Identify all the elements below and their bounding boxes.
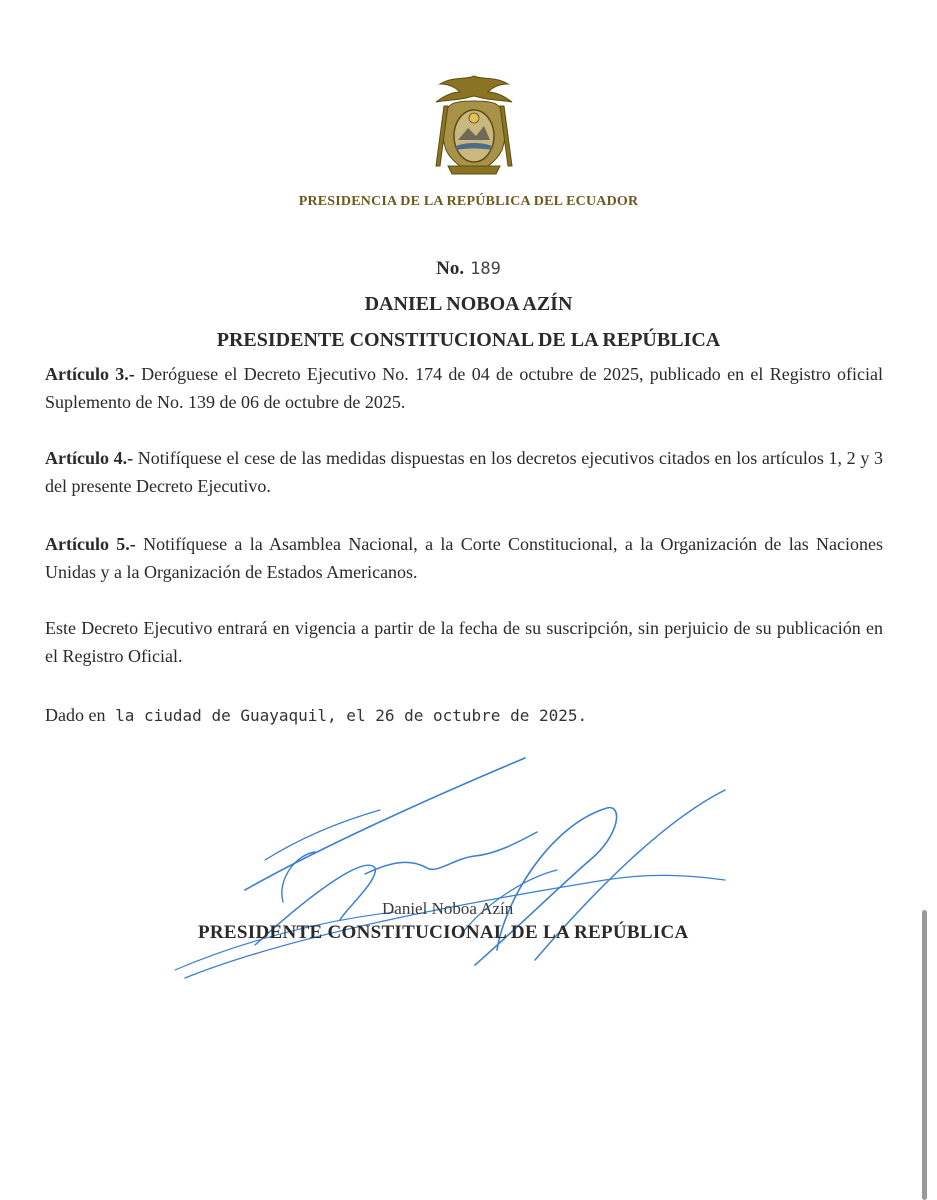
coat-of-arms-icon (426, 70, 522, 182)
article-4 (45, 444, 883, 500)
article-text: Notifíquese el cese de las medidas dispuestas en los decretos ejecutivos citados en los artículos 1, 2 y 3 del presente Decreto Ejecutivo. (45, 448, 883, 496)
article-3 (45, 360, 883, 416)
article-text: Deróguese el Decreto Ejecutivo No. 174 de 04 de octubre de 2025, publicado en el Registro oficial Suplemento de No. 139 de 06 de octubre de 2025. (45, 364, 883, 412)
given-typed-text: la ciudad de Guayaquil, el 26 de octubre de 2025. (105, 706, 588, 725)
decree-number-label: No. (436, 258, 465, 279)
scrollbar[interactable] (922, 910, 927, 1200)
agency-heading: PRESIDENCIA DE LA REPÚBLICA DEL ECUADOR (298, 194, 639, 209)
decree-number-value: 189 (470, 259, 501, 279)
signatory-name: Daniel Noboa Azín (382, 899, 514, 918)
decree-number (0, 258, 937, 280)
article-text: Notifíquese a la Asamblea Nacional, a la Corte Constitucional, a la Organización de las Naciones Unidas y a la Organización de Estados Americanos. (45, 534, 883, 582)
given-prefix: Dado en (45, 705, 106, 725)
article-label: Artículo 3.- (45, 364, 135, 384)
article-5 (45, 530, 883, 586)
president-title-heading: PRESIDENTE CONSTITUCIONAL DE LA REPÚBLICA (216, 329, 721, 351)
president-name-heading: DANIEL NOBOA AZÍN (364, 293, 573, 315)
article-label: Artículo 4.- (45, 448, 134, 468)
effective-date-paragraph: Este Decreto Ejecutivo entrará en vigencia a partir de la fecha de su suscripción, sin perjuicio de su publicación en el Registro Oficial. (45, 618, 883, 666)
article-label: Artículo 5.- (45, 534, 136, 554)
signatory-title: PRESIDENTE CONSTITUCIONAL DE LA REPÚBLICA (198, 922, 689, 943)
given-at-line (45, 705, 587, 726)
handwritten-signature (165, 740, 765, 990)
